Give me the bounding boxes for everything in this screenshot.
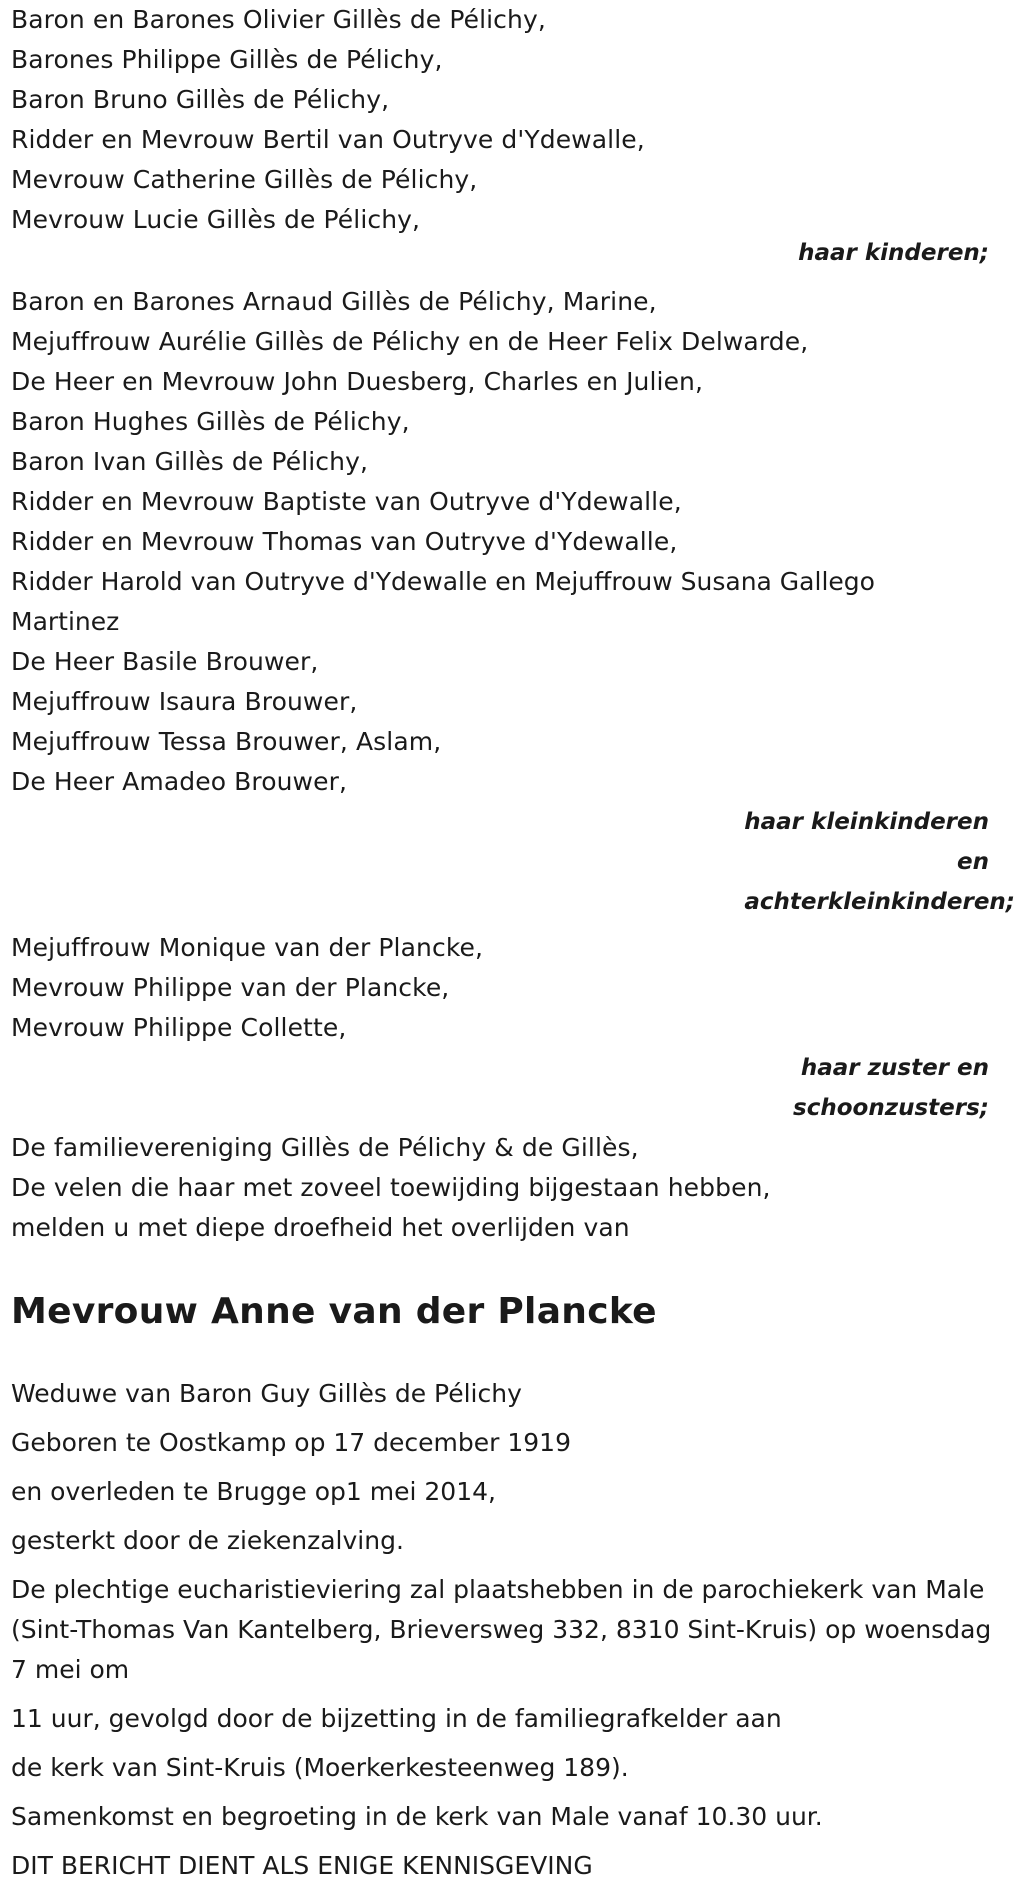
sisters-line: Mevrouw Philippe Collette, — [11, 1013, 347, 1042]
grandchildren-line: Ridder en Mevrouw Thomas van Outryve d'Ydewalle, — [11, 527, 678, 556]
grandchildren-line: Mejuffrouw Tessa Brouwer, Aslam, — [11, 727, 442, 756]
detail-line: Samenkomst en begroeting in de kerk van Male vanaf 10.30 uur. — [11, 1802, 823, 1831]
grandchildren-line: De Heer Amadeo Brouwer, — [11, 767, 348, 796]
sisters-line: Mejuffrouw Monique van der Plancke, — [11, 933, 484, 962]
grandchildren-line: Baron Ivan Gillès de Pélichy, — [11, 447, 369, 476]
grandchildren-role: haar kleinkinderen — [744, 809, 989, 835]
sisters-group — [11, 928, 1001, 1128]
detail-line: en overleden te Brugge op1 mei 2014, — [11, 1477, 496, 1506]
grandchildren-line: De Heer en Mevrouw John Duesberg, Charles en Julien, — [11, 367, 704, 396]
children-line: Barones Philippe Gillès de Pélichy, — [11, 45, 443, 74]
children-role: haar kinderen; — [798, 240, 989, 266]
grandchildren-line: Mejuffrouw Aurélie Gillès de Pélichy en de Heer Felix Delwarde, — [11, 327, 809, 356]
deceased-name: Mevrouw Anne van der Plancke — [11, 1291, 657, 1332]
closing-line: De familievereniging Gillès de Pélichy & de Gillès, — [11, 1133, 639, 1162]
children-line: Ridder en Mevrouw Bertil van Outryve d'Ydewalle, — [11, 125, 645, 154]
grandchildren-line: Ridder Harold van Outryve d'Ydewalle en Mejuffrouw Susana Gallego Martinez — [11, 567, 875, 636]
grandchildren-role: achterkleinkinderen; — [744, 889, 1015, 915]
details-group — [11, 1374, 1001, 1886]
grandchildren-role: en — [957, 849, 989, 875]
children-line: Baron en Barones Olivier Gillès de Pélichy, — [11, 5, 546, 34]
sisters-role: haar zuster en — [800, 1055, 989, 1081]
detail-line: DIT BERICHT DIENT ALS ENIGE KENNISGEVING — [11, 1851, 593, 1880]
detail-line: gesterkt door de ziekenzalving. — [11, 1526, 404, 1555]
children-line: Mevrouw Lucie Gillès de Pélichy, — [11, 205, 421, 234]
grandchildren-line: Mejuffrouw Isaura Brouwer, — [11, 687, 358, 716]
sisters-role: schoonzusters; — [793, 1095, 989, 1121]
closing-group — [11, 1128, 1001, 1248]
grandchildren-line: Baron Hughes Gillès de Pélichy, — [11, 407, 410, 436]
obituary-notice — [11, 0, 1015, 1895]
children-group — [11, 0, 1001, 270]
closing-line: De velen die haar met zoveel toewijding bijgestaan hebben, — [11, 1173, 771, 1202]
grandchildren-line: Baron en Barones Arnaud Gillès de Pélichy, Marine, — [11, 287, 657, 316]
grandchildren-group — [11, 282, 1015, 922]
detail-line: Weduwe van Baron Guy Gillès de Pélichy — [11, 1379, 522, 1408]
detail-line: 11 uur, gevolgd door de bijzetting in de familiegrafkelder aan — [11, 1704, 782, 1733]
sisters-line: Mevrouw Philippe van der Plancke, — [11, 973, 450, 1002]
detail-line: De plechtige eucharistieviering zal plaatshebben in de parochiekerk van Male (Sint-Thomas Van Kantelberg, Brieversweg 332, 8310 Sint-Kruis) op woensdag 7 mei om — [11, 1575, 992, 1684]
grandchildren-line: Ridder en Mevrouw Baptiste van Outryve d'Ydewalle, — [11, 487, 682, 516]
closing-line: melden u met diepe droefheid het overlijden van — [11, 1213, 630, 1242]
children-line: Baron Bruno Gillès de Pélichy, — [11, 85, 390, 114]
detail-line: de kerk van Sint-Kruis (Moerkerkesteenweg 189). — [11, 1753, 629, 1782]
grandchildren-line: De Heer Basile Brouwer, — [11, 647, 319, 676]
detail-line: Geboren te Oostkamp op 17 december 1919 — [11, 1428, 571, 1457]
children-line: Mevrouw Catherine Gillès de Pélichy, — [11, 165, 478, 194]
